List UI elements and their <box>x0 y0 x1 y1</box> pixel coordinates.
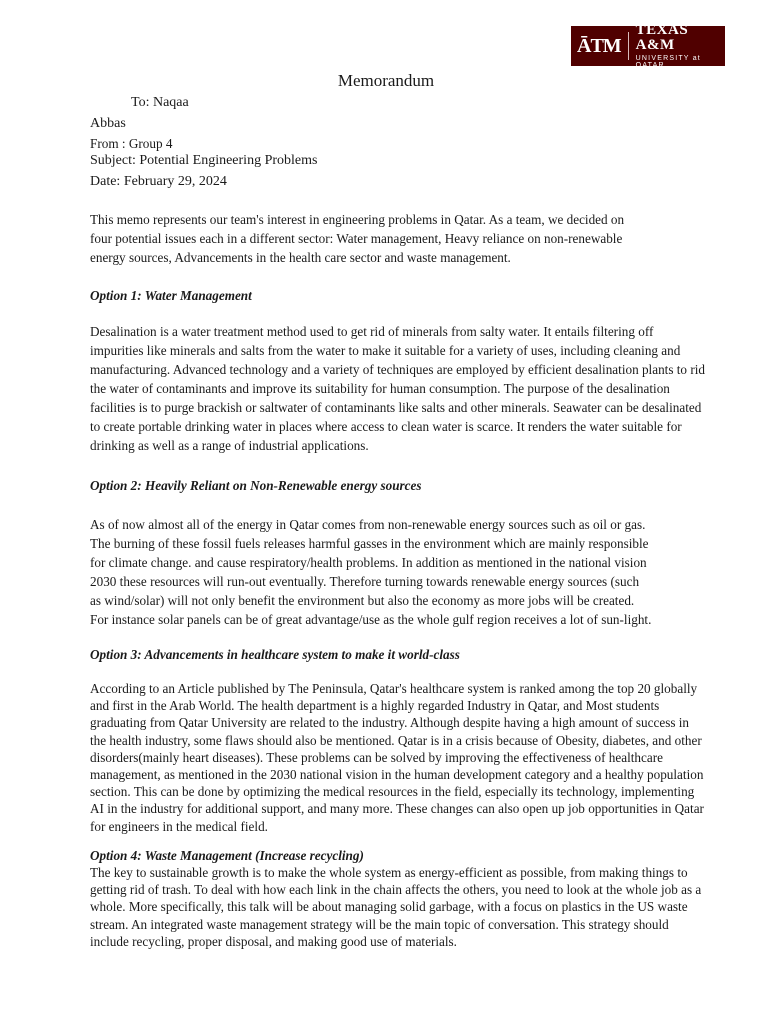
text-line: section. This can be done by optimizing the medical resources in the field, especially its technology, implementing <box>90 784 695 800</box>
text-line: four potential issues each in a different sector: Water management, Heavy reliance on non-renewable <box>90 231 623 246</box>
text-line: 2030 these resources will run-out eventually. Therefore turning towards renewable energy sources (such <box>90 574 640 589</box>
memo-date: Date: February 29, 2024 <box>90 174 227 189</box>
memo-title: Memorandum <box>337 71 435 90</box>
text-line: Desalination is a water treatment method used to get rid of minerals from salty water. It entails filtering off <box>90 324 654 339</box>
text-line: management, as mentioned in the 2030 national vision in the human development category and a healthy population <box>90 766 704 782</box>
text-line: AI in the industry for additional support, and many more. These changes can also open up job opportunities in Qatar <box>90 801 704 817</box>
text-line: for engineers in the medical field. <box>90 818 268 834</box>
text-line: whole. More specifically, this talk will be about managing solid garbage, with a focus on plastics in the US waste <box>90 899 688 915</box>
text-line: The burning of these fossil fuels releases harmful gasses in the environment which are mainly responsible <box>90 536 649 551</box>
logo-line-2: UNIVERSITY at QATAR <box>635 55 701 69</box>
logo-wordmark <box>629 23 719 69</box>
option-1-paragraph <box>90 322 738 455</box>
text-line: drinking as well as a range of industrial applications. <box>90 438 369 453</box>
option-4-paragraph <box>90 864 738 950</box>
option-2-heading: Option 2: Heavily Reliant on Non-Renewable energy sources <box>90 478 422 493</box>
text-line: for climate change. and cause respiratory/health problems. In addition as mentioned in the national vision <box>90 555 647 570</box>
text-line: As of now almost all of the energy in Qatar comes from non-renewable energy sources such as oil or gas. <box>90 517 646 532</box>
text-line: the water of contaminants and improve its suitability for human consumption. The purpose of the desalination <box>90 381 670 396</box>
text-line: For instance solar panels can be of great advantage/use as the whole gulf region receives a lot of sun-light. <box>90 612 652 627</box>
option-4-heading: Option 4: Waste Management (Increase recycling) <box>90 848 364 863</box>
option-3-heading: Option 3: Advancements in healthcare system to make it world-class <box>90 647 460 662</box>
text-line: and first in the Arab World. The health department is a highly regarded Industry in Qatar, and Most students <box>90 698 660 714</box>
option-1-heading: Option 1: Water Management <box>90 288 252 303</box>
option-3-paragraph <box>90 680 738 835</box>
logo-mark: ĀTM <box>577 32 629 60</box>
text-line: The key to sustainable growth is to make the whole system as energy-efficient as possible, from making things to <box>90 865 688 880</box>
text-line: stream. An integrated waste management strategy will be the main topic of conversation. This strategy should <box>90 916 669 932</box>
intro-paragraph <box>90 210 738 267</box>
text-line: getting rid of trash. To deal with how each link in the chain affects the others, you need to look at the whole job as a <box>90 882 702 898</box>
text-line: graduating from Qatar University are related to the industry. Although despite having a high amount of success in <box>90 715 690 731</box>
memo-subject: Subject: Potential Engineering Problems <box>90 153 318 168</box>
texas-am-qatar-logo <box>571 22 725 69</box>
memo-to-continued: Abbas <box>90 116 126 131</box>
text-line: include recycling, proper disposal, and making good use of materials. <box>90 933 457 949</box>
memo-from: From : Group 4 <box>90 136 173 151</box>
text-line: manufacturing. Advanced technology and a variety of techniques are employed by efficient desalination plants to rid <box>90 362 705 377</box>
logo-line-1: TEXAS A&M <box>635 22 689 53</box>
text-line: facilities is to purge brackish or saltwater of contaminants like salts and other minerals. Seawater can be desalinated <box>90 400 702 415</box>
text-line: as wind/solar) will not only benefit the environment but also the economy as more jobs will be created. <box>90 593 635 608</box>
memo-to: To: Naqaa <box>131 95 189 110</box>
text-line: According to an Article published by The Peninsula, Qatar's healthcare system is ranked among the top 20 globally <box>90 681 698 696</box>
option-2-paragraph <box>90 515 738 629</box>
text-line: to create portable drinking water in places where access to clean water is scarce. It renders the water suitable for <box>90 419 682 434</box>
text-line: impurities like minerals and salts from the water to make it suitable for a variety of uses, including cleaning and <box>90 343 681 358</box>
text-line: This memo represents our team's interest in engineering problems in Qatar. As a team, we decided on <box>90 212 625 227</box>
text-line: disorders(mainly heart diseases). These problems can be solved by improving the effectiveness of healthcare <box>90 749 663 765</box>
text-line: energy sources, Advancements in the health care sector and waste management. <box>90 250 511 265</box>
text-line: the health industry, some flaws should also be mentioned. Qatar is in a crisis because of Obesity, diabetes, and other <box>90 732 702 748</box>
